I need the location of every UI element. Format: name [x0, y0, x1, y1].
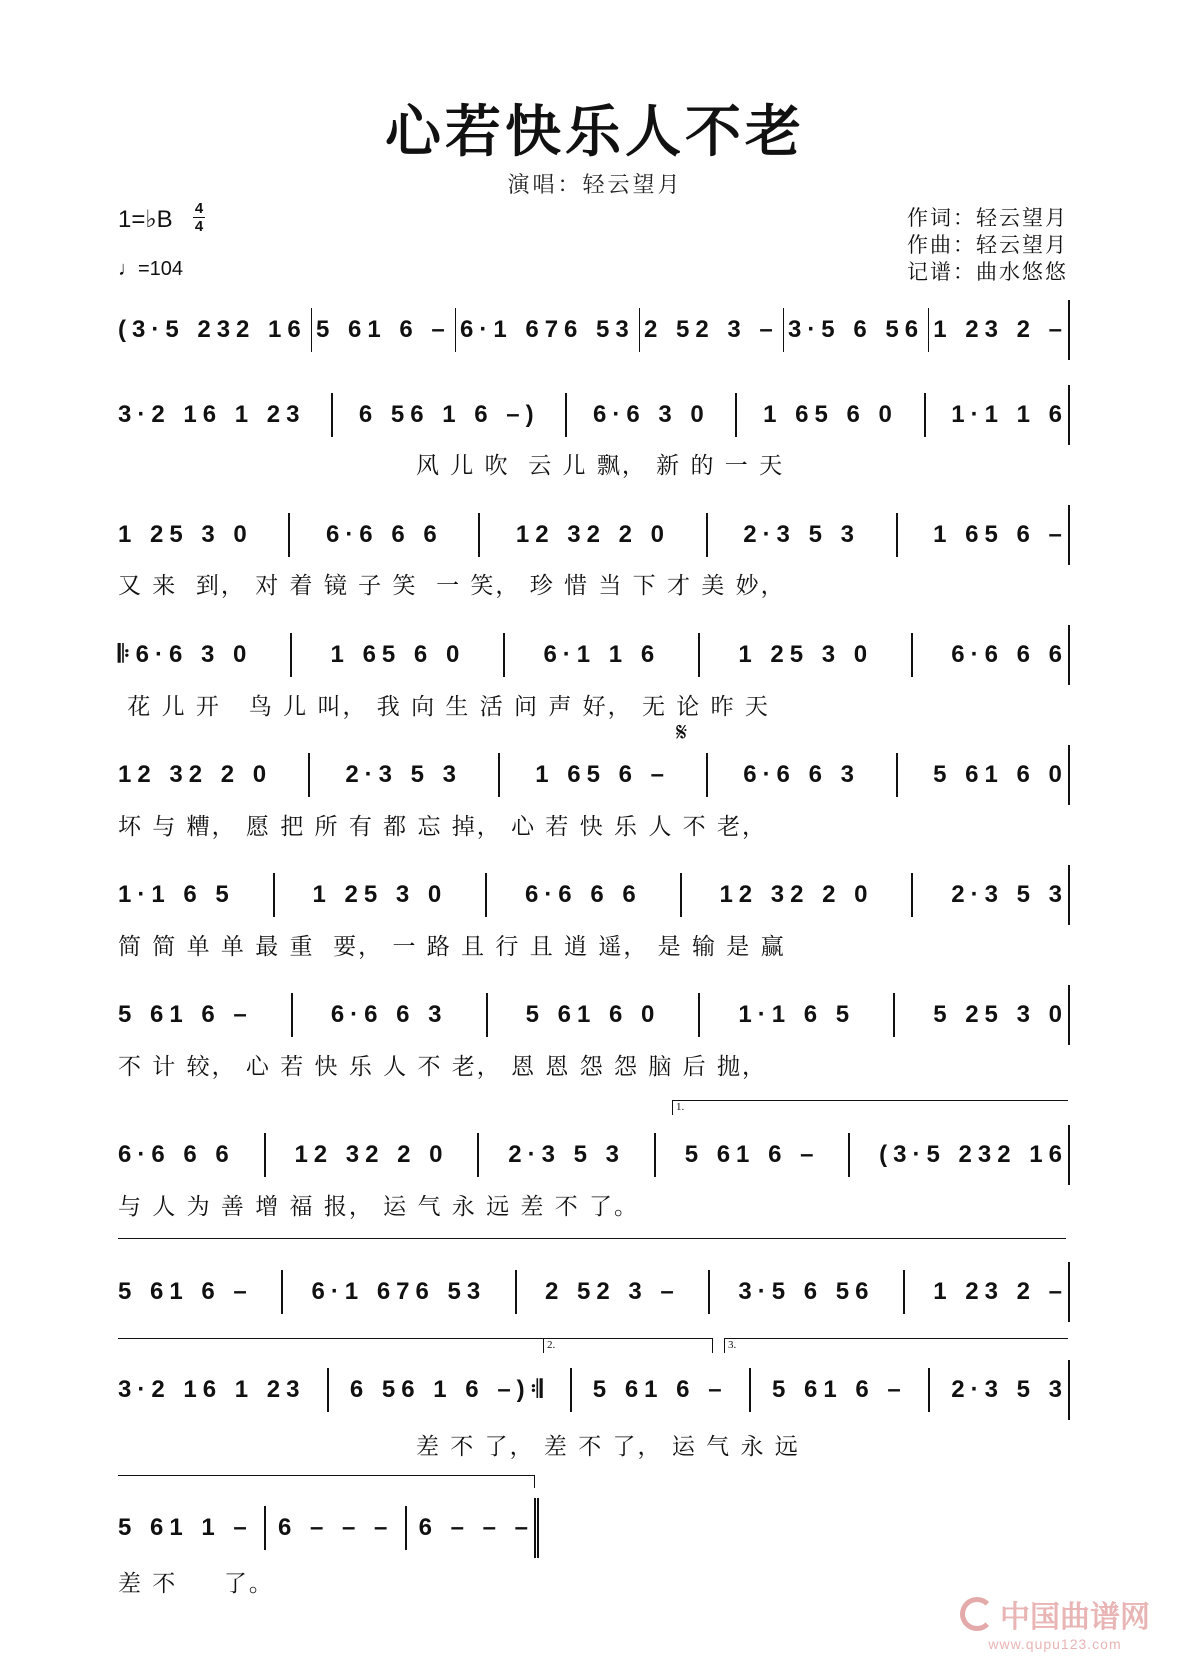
measure: 1·1 1 6 — [951, 401, 1068, 428]
watermark-name: 中国曲谱网 — [1000, 1600, 1150, 1635]
measure: 2·3 5 3 — [951, 881, 1068, 908]
barline — [706, 513, 708, 557]
volta-bracket-3: 3. — [724, 1338, 1068, 1353]
volta-continuation-line — [118, 1475, 535, 1488]
staff-row-3 — [118, 505, 1070, 565]
volta-continuation-line — [118, 1338, 543, 1339]
barline — [331, 393, 333, 437]
lyric-line-6: 简 简 单 单 最 重 要， 一 路 且 行 且 逍 遥， 是 输 是 赢 — [118, 934, 786, 960]
barline — [498, 753, 500, 797]
site-watermark — [960, 1592, 1150, 1652]
barline — [264, 1133, 266, 1177]
barline — [896, 753, 898, 797]
measure: 6·6 6 6 — [524, 881, 642, 908]
measure: 5 61 6 0 — [933, 761, 1068, 788]
barline — [896, 513, 898, 557]
barline — [893, 993, 895, 1037]
measure: 1 65 6 0 — [330, 641, 466, 668]
measure: 6·6 6 6 — [118, 1141, 235, 1168]
barline — [405, 1506, 407, 1550]
barline — [848, 1133, 850, 1177]
barline — [503, 633, 505, 677]
barline — [290, 633, 292, 677]
measure: 𝄆6·6 3 0 — [118, 641, 253, 668]
measure: 6·1 676 53 — [311, 1278, 487, 1305]
measure: 12 32 2 0 — [118, 761, 273, 788]
staff-row-2 — [118, 385, 1070, 445]
credits-block — [907, 205, 1068, 286]
measure: 1 65 6 0 — [763, 401, 898, 428]
time-signature-bottom: 4 — [194, 218, 204, 235]
staff-row-4 — [118, 625, 1070, 685]
measure: 5 61 6 – — [592, 1376, 728, 1403]
barline — [928, 1368, 930, 1412]
barline — [735, 393, 737, 437]
measure: 6 56 1 6 –) — [358, 401, 540, 428]
measure: 5 61 1 – — [118, 1514, 253, 1541]
measure: 6·6 6 3 — [743, 761, 860, 788]
measure: 5 61 6 – — [118, 1001, 253, 1028]
measure: 6·6 6 3 — [330, 1001, 448, 1028]
composer-credit: 作曲：轻云望月 — [907, 233, 1068, 257]
staff-row-8 — [118, 1125, 1070, 1185]
singer-line: 演唱：轻云望月 — [507, 173, 683, 198]
barline — [291, 993, 293, 1037]
barline — [903, 1270, 905, 1314]
barline — [708, 1270, 710, 1314]
lyric-line-8: 与 人 为 善 增 福 报， 运 气 永 远 差 不 了。 — [118, 1194, 640, 1220]
staff-row-11 — [118, 1498, 539, 1558]
barline — [783, 308, 784, 352]
measure: 6 56 1 6 –)𝄇 — [349, 1376, 549, 1403]
barline — [281, 1270, 283, 1314]
measure: 3·5 6 56 — [738, 1278, 875, 1305]
transcriber-credit: 记谱：曲水悠悠 — [907, 260, 1068, 284]
measure: 3·2 16 1 23 — [118, 1376, 306, 1403]
barline — [911, 633, 913, 677]
song-title: 心若快乐人不老 — [385, 99, 805, 165]
lyric-line-2: 风 儿 吹 云 儿 飘， 新 的 一 天 — [118, 453, 785, 479]
barline — [485, 873, 487, 917]
measure: 6·6 6 6 — [325, 521, 443, 548]
measure: (3·5 232 16 — [879, 1141, 1068, 1168]
barline — [515, 1270, 517, 1314]
barline — [308, 753, 310, 797]
measure: 1·1 6 5 — [118, 881, 235, 908]
lyric-line-5: 坏 与 糟， 愿 把 所 有 都 忘 掉， 心 若 快 乐 人 不 老， — [118, 814, 767, 840]
measure: 1 23 2 – — [933, 316, 1069, 343]
lyric-line-7: 不 计 较， 心 若 快 乐 人 不 老， 恩 恩 怨 怨 脑 后 抛， — [118, 1054, 767, 1080]
barline — [273, 873, 275, 917]
measure: 12 32 2 0 — [515, 521, 670, 548]
barline — [478, 513, 480, 557]
staff-row-5 — [118, 745, 1070, 805]
barline — [264, 1506, 266, 1550]
measure: 6·1 1 6 — [543, 641, 661, 668]
measure: 1 23 2 – — [933, 1278, 1068, 1305]
measure: 5 61 6 – — [118, 1278, 253, 1305]
lyric-line-4: 花 儿 开 鸟 儿 叫， 我 向 生 活 问 声 好， 无 论 昨 天 — [118, 694, 770, 720]
barline — [486, 993, 488, 1037]
volta-bracket-2: 2. — [543, 1338, 713, 1353]
measure: 1 25 3 0 — [738, 641, 874, 668]
barline — [706, 753, 708, 797]
barline — [327, 1368, 329, 1412]
lyric-line-10: 差 不 了， 差 不 了， 运 气 永 远 — [118, 1434, 800, 1460]
lyricist-credit: 作词：轻云望月 — [907, 206, 1068, 230]
time-signature-top: 4 — [194, 200, 204, 217]
measure: 5 25 3 0 — [933, 1001, 1068, 1028]
barline — [570, 1368, 572, 1412]
barline — [680, 873, 682, 917]
measure: 1 25 3 0 — [118, 521, 253, 548]
barline — [924, 393, 926, 437]
staff-row-7 — [118, 985, 1070, 1045]
measure: 12 32 2 0 — [294, 1141, 449, 1168]
time-signature — [193, 200, 205, 235]
tempo-marking: ♩=104 — [118, 258, 184, 280]
measure: 2·3 5 3 — [345, 761, 463, 788]
measure: 3·2 16 1 23 — [118, 401, 306, 428]
measure: 6·6 3 0 — [593, 401, 710, 428]
barline — [477, 1133, 479, 1177]
measure: 2·3 5 3 — [508, 1141, 625, 1168]
measure: 1 65 6 – — [933, 521, 1068, 548]
measure: 1 25 3 0 — [312, 881, 448, 908]
measure: (3·5 232 16 — [118, 316, 307, 343]
measure: 5 61 6 0 — [525, 1001, 661, 1028]
staff-row-9 — [118, 1262, 1070, 1322]
measure: 2 52 3 – — [544, 1278, 680, 1305]
barline — [654, 1133, 656, 1177]
lyric-line-11: 差 不 了。 — [118, 1571, 274, 1597]
measure: 6·6 6 6 — [951, 641, 1068, 668]
measure: 1 65 6 – — [535, 761, 670, 788]
barline — [311, 308, 312, 352]
lyric-line-3: 又 来 到， 对 着 镜 子 笑 一 笑， 珍 惜 当 下 才 美 妙， — [118, 573, 786, 599]
barline — [639, 308, 640, 352]
staff-row-10 — [118, 1360, 1070, 1420]
measure: 1·1 6 5 — [738, 1001, 856, 1028]
volta-bracket-1: 1. — [672, 1100, 1068, 1115]
barline — [928, 308, 929, 352]
staff-row-6 — [118, 865, 1070, 925]
barline — [455, 308, 456, 352]
barline — [565, 393, 567, 437]
measure: 3·5 6 56 — [787, 316, 925, 343]
measure: 6·1 676 53 — [459, 316, 635, 343]
measure: 5 61 6 – — [772, 1376, 907, 1403]
barline — [698, 633, 700, 677]
barline — [911, 873, 913, 917]
key-signature: 1=♭B — [118, 206, 173, 233]
staff-row-1 — [118, 300, 1070, 360]
barline — [288, 513, 290, 557]
measure: 2·3 5 3 — [743, 521, 860, 548]
volta-continuation-line — [118, 1238, 1066, 1239]
measure: 12 32 2 0 — [719, 881, 874, 908]
watermark-logo — [960, 1592, 1150, 1636]
measure: 2·3 5 3 — [951, 1376, 1068, 1403]
watermark-logo-icon — [960, 1597, 994, 1631]
measure: 6 – – – — [277, 1514, 394, 1541]
measure: 6 – – – — [418, 1514, 534, 1541]
measure: 5 61 6 – — [684, 1141, 820, 1168]
measure: 2 52 3 – — [643, 316, 779, 343]
barline — [749, 1368, 751, 1412]
measure: 5 61 6 – — [316, 316, 451, 343]
watermark-url: www.qupu123.com — [988, 1636, 1122, 1652]
barline — [698, 993, 700, 1037]
segno-sign: 𝄋 — [676, 718, 688, 748]
